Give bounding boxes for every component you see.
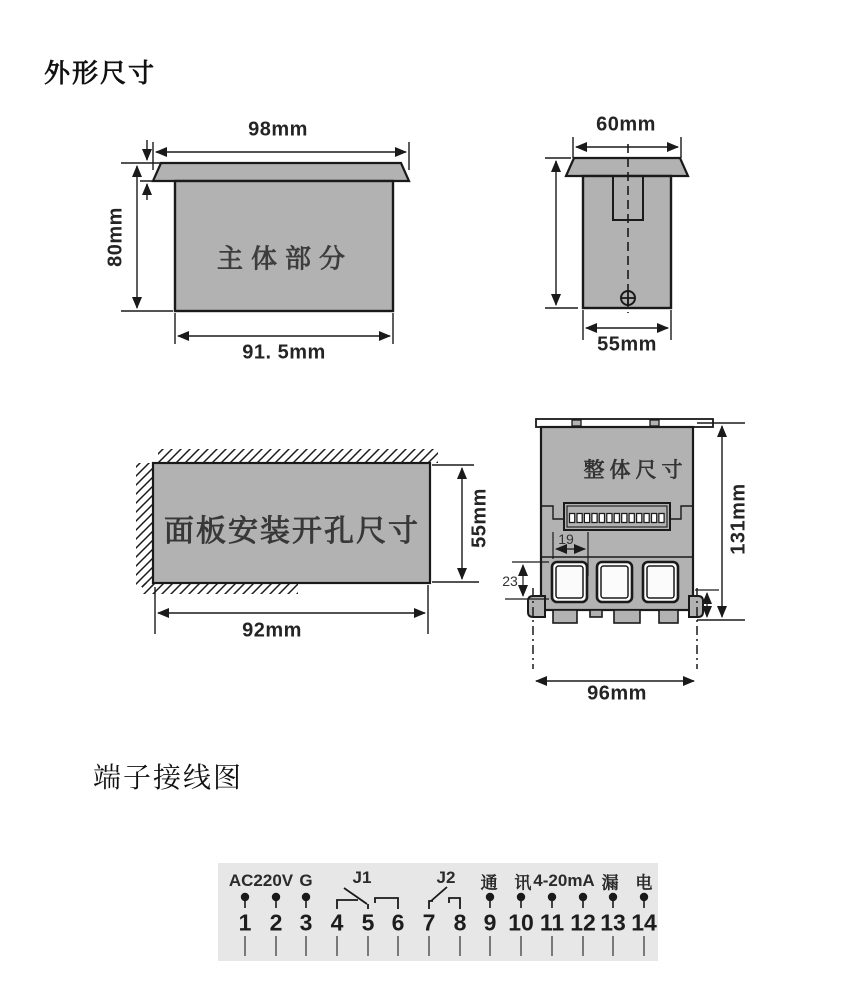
terminal-group-leakage: 漏 电 xyxy=(601,873,659,893)
rear-overall-label: 整体尺寸 xyxy=(583,459,688,482)
terminal-number-8: 8 xyxy=(453,909,467,936)
rear-dim-23-label: 23 xyxy=(502,573,518,589)
terminal-number-9: 9 xyxy=(483,909,497,936)
rear-dim-96-label: 96mm xyxy=(587,682,647,705)
side-dim-height xyxy=(545,158,578,308)
terminal-number-4: 4 xyxy=(330,909,344,936)
rear-ct-windows xyxy=(552,562,678,602)
terminal-number-14: 14 xyxy=(631,909,657,936)
terminal-group-analog: 4-20mA xyxy=(533,871,595,890)
rear-dim-131-label: 131mm xyxy=(727,483,750,555)
rear-terminal-block xyxy=(564,503,670,530)
cutout-dim-55-label: 55mm xyxy=(468,488,491,548)
rear-dim-19-label: 19 xyxy=(558,531,574,547)
terminal-group-ground: G xyxy=(299,871,313,890)
rear-top-tab-right xyxy=(650,420,659,426)
terminal-number-5: 5 xyxy=(361,909,375,936)
section-title-outline-dimensions: 外形尺寸 xyxy=(44,58,157,88)
terminal-number-6: 6 xyxy=(391,909,405,936)
front-body-label: 主体部分 xyxy=(216,243,354,274)
rear-top-tab-left xyxy=(572,420,581,426)
front-dim-80-label: 80mm xyxy=(104,207,127,267)
terminal-group-comm: 通 讯 xyxy=(480,873,538,893)
hatch-left xyxy=(136,463,153,587)
terminal-number-10: 10 xyxy=(508,909,534,936)
side-dim-60 xyxy=(573,137,681,158)
cutout-dim-92-label: 92mm xyxy=(242,619,302,642)
rear-ear-right xyxy=(689,596,703,617)
side-bezel-flange xyxy=(566,158,688,176)
hatch-top xyxy=(158,449,438,463)
terminal-group-power: AC220V xyxy=(228,871,294,890)
front-dim-flange-thickness xyxy=(140,140,158,200)
terminal-group-relay2: J2 xyxy=(436,868,456,887)
front-dim-91-5 xyxy=(175,313,393,344)
terminal-number-13: 13 xyxy=(600,909,626,936)
screw-icon xyxy=(621,291,635,305)
front-dim-91-5-label: 91. 5mm xyxy=(242,341,326,364)
terminal-number-12: 12 xyxy=(570,909,596,936)
cutout-label: 面板安装开孔尺寸 xyxy=(164,515,420,548)
front-bezel-flange xyxy=(153,163,409,181)
terminal-number-7: 7 xyxy=(422,909,436,936)
side-main-body xyxy=(583,176,671,308)
terminal-number-2: 2 xyxy=(269,909,283,936)
terminal-number-3: 3 xyxy=(299,909,313,936)
rear-top-bar xyxy=(536,419,713,427)
side-dim-55-label: 55mm xyxy=(597,333,657,356)
front-dim-98-label: 98mm xyxy=(248,118,308,141)
rear-feet xyxy=(553,610,678,623)
terminal-number-11: 11 xyxy=(539,909,565,936)
terminal-group-relay1: J1 xyxy=(352,868,372,887)
hatch-bottom xyxy=(142,583,298,594)
side-view-drawing xyxy=(545,137,688,340)
section-title-terminal-wiring: 端子接线图 xyxy=(93,763,244,794)
terminal-number-1: 1 xyxy=(238,909,252,936)
side-dim-60-label: 60mm xyxy=(596,113,656,136)
